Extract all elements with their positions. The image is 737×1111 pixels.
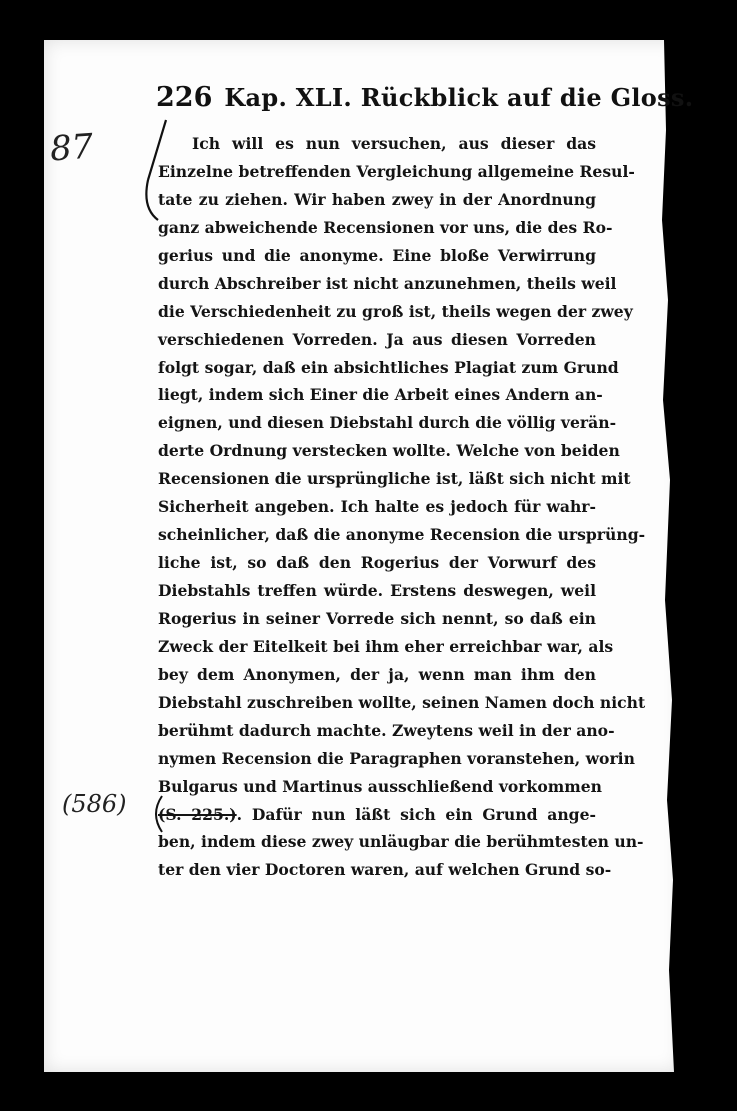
- text-line: liegt, indem sich Einer die Arbeit eines Andern an-: [158, 385, 603, 405]
- margin-annotation-number: [49, 127, 95, 170]
- text-line-with-strikethrough: [158, 801, 596, 829]
- text-line: Diebstahl zuschreiben wollte, seinen Namen doch nicht: [158, 692, 646, 712]
- text-line: bey dem Anonymen, der ja, wenn man ihm den: [158, 664, 596, 684]
- text-line: eignen, und diesen Diebstahl durch die völlig verän-: [158, 413, 617, 433]
- text-line: scheinlicher, daß die anonyme Recension die ursprüng-: [158, 525, 646, 545]
- margin-number-text: 87: [48, 126, 95, 170]
- page-number: 226: [156, 82, 213, 113]
- page-header: [156, 82, 694, 118]
- text-line: Ich will es nun versuchen, aus dieser das: [192, 134, 596, 153]
- margin-reference-text: (586): [62, 790, 127, 818]
- text-line: die Verschiedenheit zu groß ist, theils wegen der zwey: [158, 301, 633, 321]
- text-line: verschiedenen Vorreden. Ja aus diesen Vorreden: [158, 329, 596, 349]
- text-line: berühmt dadurch machte. Zweytens weil in der ano-: [158, 720, 615, 740]
- text-line: ganz abweichende Recensionen vor uns, die des Ro-: [158, 217, 613, 237]
- text-line: Bulgarus und Martinus ausschließend vorkommen: [158, 776, 602, 796]
- text-line: durch Abschreiber ist nicht anzunehmen, theils weil: [158, 273, 617, 293]
- running-head: Kap. XLI. Rückblick auf die Gloss.: [224, 83, 694, 112]
- text-line: folgt sogar, daß ein absichtliches Plagiat zum Grund: [158, 357, 619, 377]
- text-line: ter den vier Doctoren waren, auf welchen Grund so-: [158, 860, 612, 880]
- torn-page-edge: [654, 40, 680, 1072]
- body-text: [158, 130, 646, 884]
- text-line-rest: . Dafür nun läßt sich ein Grund ange-: [236, 804, 596, 824]
- struck-reference: (S. 225.): [158, 804, 237, 824]
- text-line: derte Ordnung verstecken wollte. Welche von beiden: [158, 441, 620, 461]
- text-line: Diebstahls treffen würde. Erstens deswegen, weil: [158, 581, 596, 600]
- text-line: Rogerius in seiner Vorrede sich nennt, so daß ein: [158, 608, 596, 628]
- text-line: Sicherheit angeben. Ich halte es jedoch für wahr-: [158, 497, 596, 517]
- text-line: tate zu ziehen. Wir haben zwey in der Anordnung: [158, 189, 596, 209]
- text-line: Recensionen die ursprüngliche ist, läßt sich nicht mit: [158, 469, 631, 489]
- text-line: Einzelne betreffenden Vergleichung allgemeine Resul-: [158, 161, 635, 181]
- margin-annotation-reference: [62, 790, 127, 818]
- text-line: ben, indem diese zwey unläugbar die berühmtesten un-: [158, 832, 644, 852]
- text-line: Zweck der Eitelkeit bei ihm eher erreichbar war, als: [158, 636, 614, 656]
- text-line: liche ist, so daß den Rogerius der Vorwurf des: [158, 553, 596, 573]
- text-line: nymen Recension die Paragraphen voranstehen, worin: [158, 748, 635, 768]
- text-line: gerius und die anonyme. Eine bloße Verwirrung: [158, 245, 596, 265]
